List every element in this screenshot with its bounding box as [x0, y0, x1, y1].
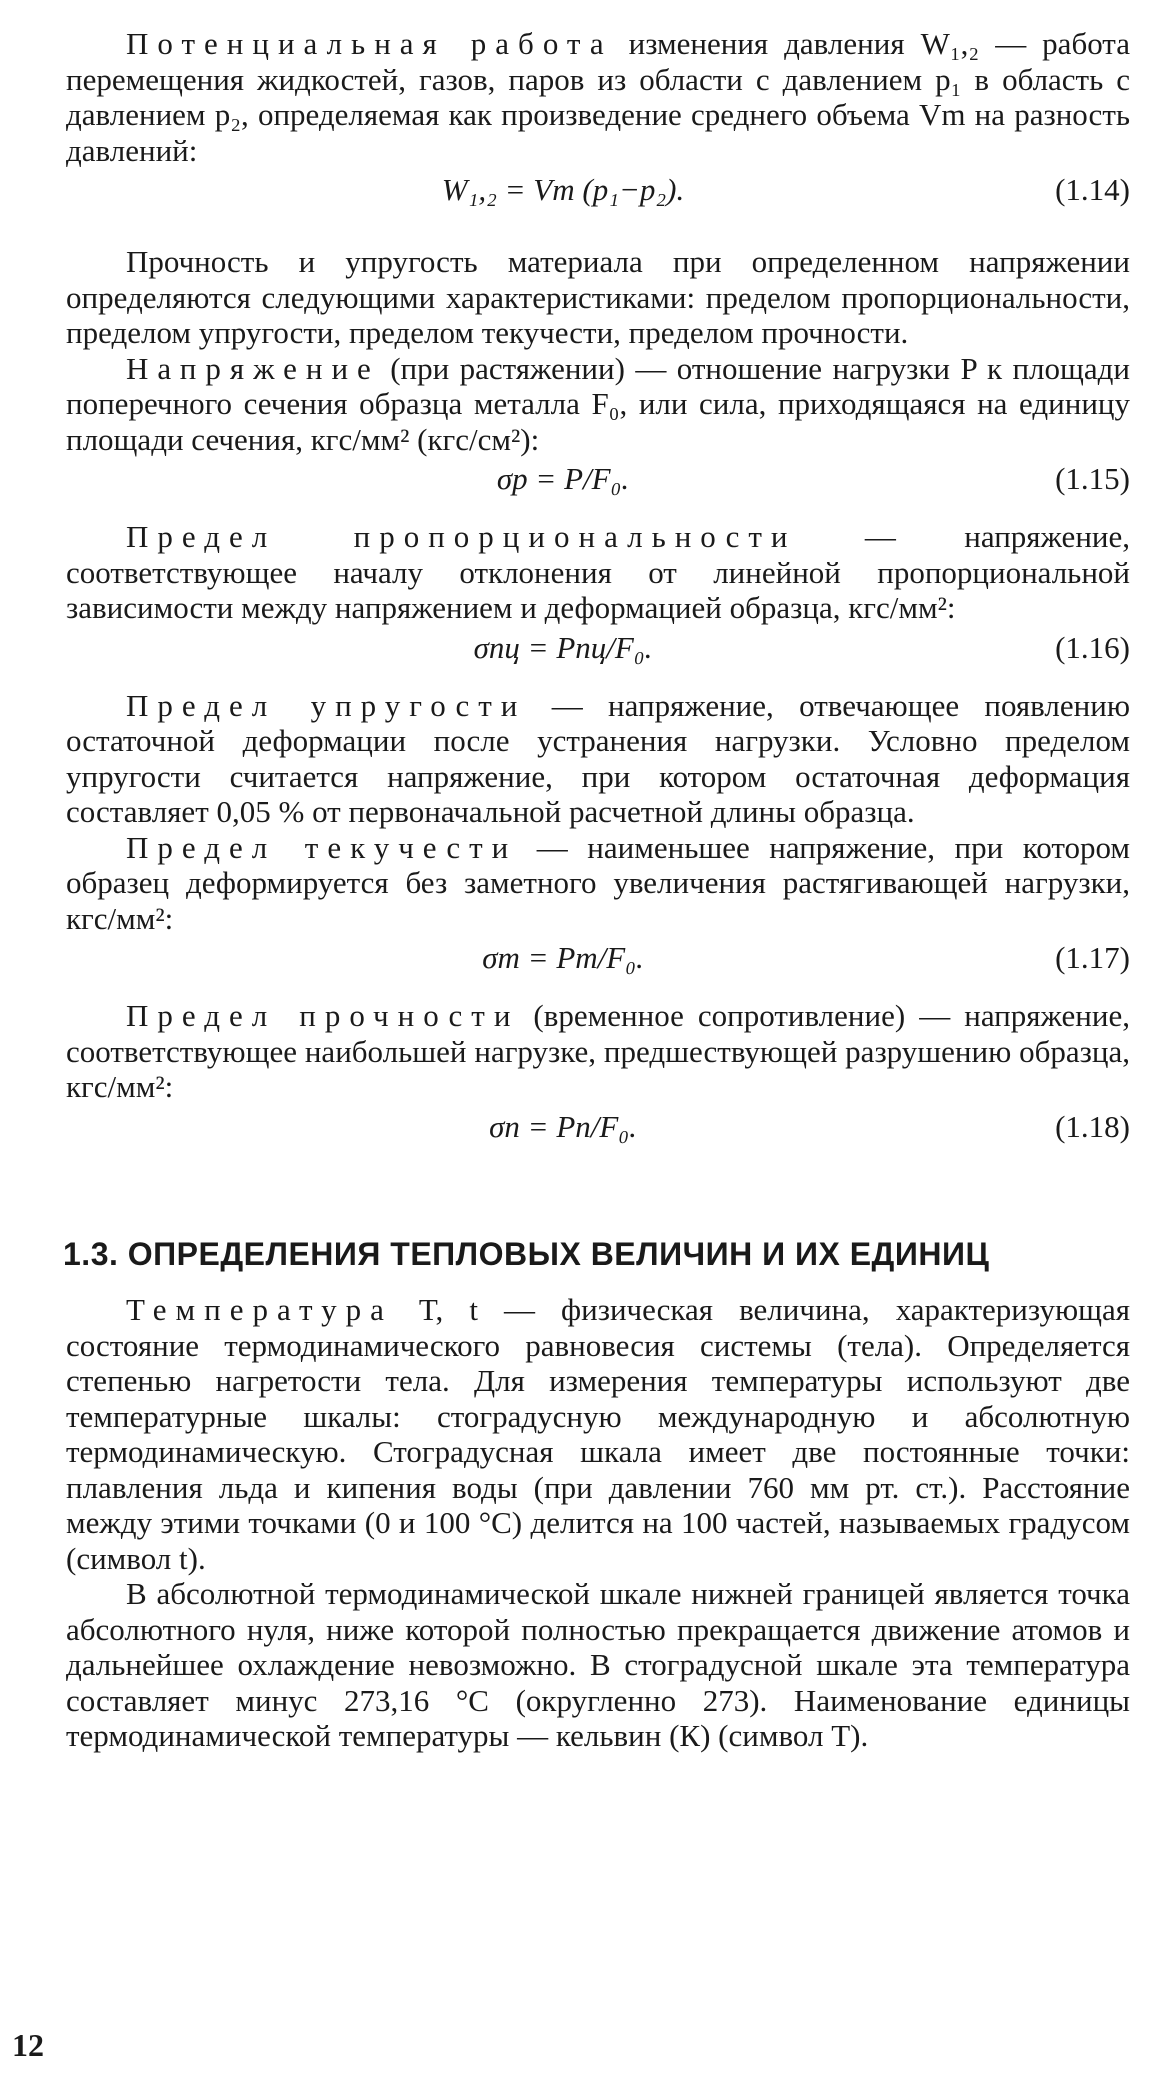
section-heading: 1.3. ОПРЕДЕЛЕНИЯ ТЕПЛОВЫХ ВЕЛИЧИН И ИХ ЕДИНИЦ	[63, 1235, 990, 1272]
paragraph-text: — наименьшее напряжение, при котором образец деформируется без заметного увеличения растягивающей нагрузки, кгс/мм²:	[66, 829, 1131, 936]
equation-1-15	[66, 461, 1130, 511]
paragraph-proportionality-limit	[66, 519, 1130, 626]
equation-expression: σp = P/F₀.	[496, 461, 630, 496]
paragraph-yield-limit	[66, 830, 1130, 937]
term-potential-work: Потенциальная работа	[126, 26, 613, 61]
equation-number: (1.16)	[1055, 629, 1130, 665]
paragraph-temperature	[66, 1292, 1130, 1576]
equation-expression: W₁,₂ = Vm (p₁−p₂).	[441, 172, 685, 207]
equation-number: (1.15)	[1055, 461, 1130, 496]
equation-expression: σп = Pп/F₀.	[489, 1108, 637, 1144]
paragraph-text: изменения давления W₁,₂ — работа перемещения жидкостей, газов, паров из области с давлением p₁ в область с давлением p₂, определяемая как произведение среднего объема Vm на разность давлений:	[66, 26, 1130, 168]
paragraph-text: В абсолютной термодинамической шкале нижней границей является точка абсолютного нуля, ниже которой полностью прекращается движение атомов и дальнейшее охлаждение невозможно. В стоградусной шкале эта температура составляет минус 273,16 °С (округленно 273). Наименование единицы термодинамической температуры — кельвин (К) (символ T).	[66, 1576, 1130, 1753]
paragraph-text: — напряжение, соответствующее началу отклонения от линейной пропорциональной зависимости между напряжением и деформацией образца, кгс/мм²:	[66, 519, 1131, 625]
paragraph-strength	[66, 244, 1130, 351]
equation-1-16	[66, 630, 1130, 680]
equation-1-17	[66, 940, 1130, 990]
paragraph-elastic-limit	[66, 688, 1130, 830]
term-yield-limit: Предел текучести	[126, 829, 518, 865]
equation-number: (1.14)	[1055, 172, 1130, 207]
equation-number: (1.18)	[1055, 1108, 1130, 1144]
term-elastic-limit: Предел упругости	[126, 687, 527, 723]
paragraph-strength-limit	[66, 998, 1130, 1105]
page-number: 12	[12, 2027, 44, 2063]
paragraph-text: (при растяжении) — отношение нагрузки P к площади поперечного сечения образца металла F₀, или сила, приходящаяся на единицу площади сечения, кгс/мм² (кгс/см²):	[66, 350, 1130, 457]
term-stress: Напряжение	[126, 350, 380, 386]
term-strength-limit: Предел прочности	[126, 998, 520, 1033]
equation-1-14	[66, 172, 1130, 222]
paragraph-text: T, t — физическая величина, характеризующая состояние термодинамического равновесия системы (тела). Определяется степенью нагретости тела. Для измерения температуры используют две температурные шкалы: стоградусную международную и абсолютную термодинамическую. Стоградусная шкала имеет две постоянные точки: плавления льда и кипения воды (при давлении 760 мм рт. ст.). Расстояние между этими точками (0 и 100 °С) делится на 100 частей, называемых градусом (символ t).	[66, 1292, 1130, 1576]
paragraph-text: Прочность и упругость материала при определенном напряжении определяются следующими характеристиками: пределом пропорциональности, пределом упругости, пределом текучести, пределом прочности.	[66, 244, 1130, 350]
paragraph-stress	[66, 351, 1130, 458]
paragraph-text: (временное сопротивление) — напряжение, соответствующее наибольшей нагрузке, предшествующей разрушению образца, кгс/мм²:	[66, 998, 1130, 1104]
paragraph-absolute-scale	[66, 1576, 1130, 1754]
paragraph-potential-work	[66, 26, 1130, 168]
equation-expression: σпц = Pпц/F₀.	[473, 629, 653, 665]
term-proportionality-limit: Предел пропорциональности	[126, 519, 797, 554]
paragraph-text: — напряжение, отвечающее появлению остаточной деформации после устранения нагрузки. Условно пределом упругости считается напряжение, при котором остаточная деформация составляет 0,05 % от первоначальной расчетной длины образца.	[66, 687, 1130, 829]
equation-number: (1.17)	[1055, 940, 1130, 975]
term-temperature: Температура	[126, 1292, 393, 1327]
equation-1-18	[66, 1109, 1130, 1159]
equation-expression: σт = Pт/F₀.	[482, 940, 644, 975]
